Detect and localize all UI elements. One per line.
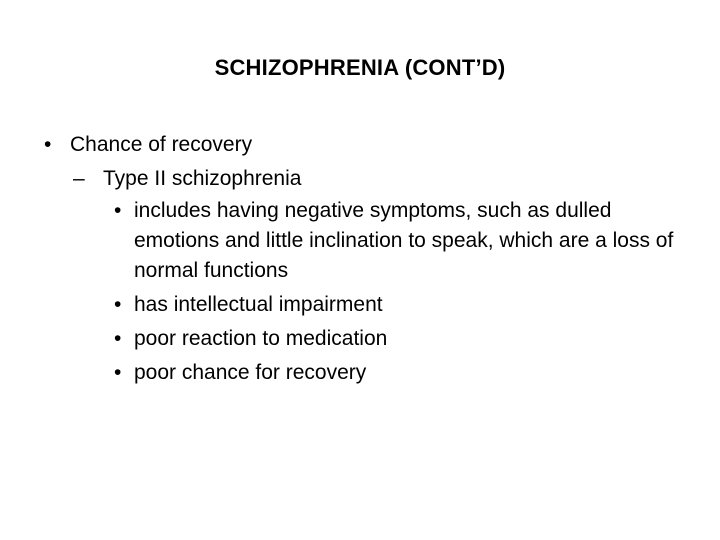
bullet-level1: [44, 128, 720, 162]
bullet-text: Type II schizophrenia: [103, 167, 302, 190]
bullet-dot-icon: •: [114, 361, 122, 384]
bullet-dot-icon: •: [114, 327, 122, 350]
bullet-dot-icon: •: [114, 199, 122, 222]
bullet-dot-icon: •: [44, 133, 52, 156]
bullet-text: has intellectual impairment: [134, 293, 383, 316]
bullet-dot-icon: •: [114, 293, 122, 316]
slide-body: [0, 128, 720, 388]
bullet-dash-icon: –: [73, 167, 85, 190]
bullet-level3: [114, 324, 694, 354]
slide-title: SCHIZOPHRENIA (CONT’D): [214, 55, 506, 80]
bullet-level3: [114, 196, 694, 286]
bullet-level3: [114, 358, 694, 388]
bullet-text: poor chance for recovery: [134, 361, 367, 384]
bullet-level3: [114, 290, 694, 320]
bullet-text: poor reaction to medication: [134, 327, 388, 350]
bullet-text: includes having negative symptoms, such as dulled emotions and little inclination to speak, which are a loss of normal functions: [134, 199, 674, 282]
bullet-level2: [73, 162, 720, 196]
bullet-text: Chance of recovery: [70, 133, 253, 156]
